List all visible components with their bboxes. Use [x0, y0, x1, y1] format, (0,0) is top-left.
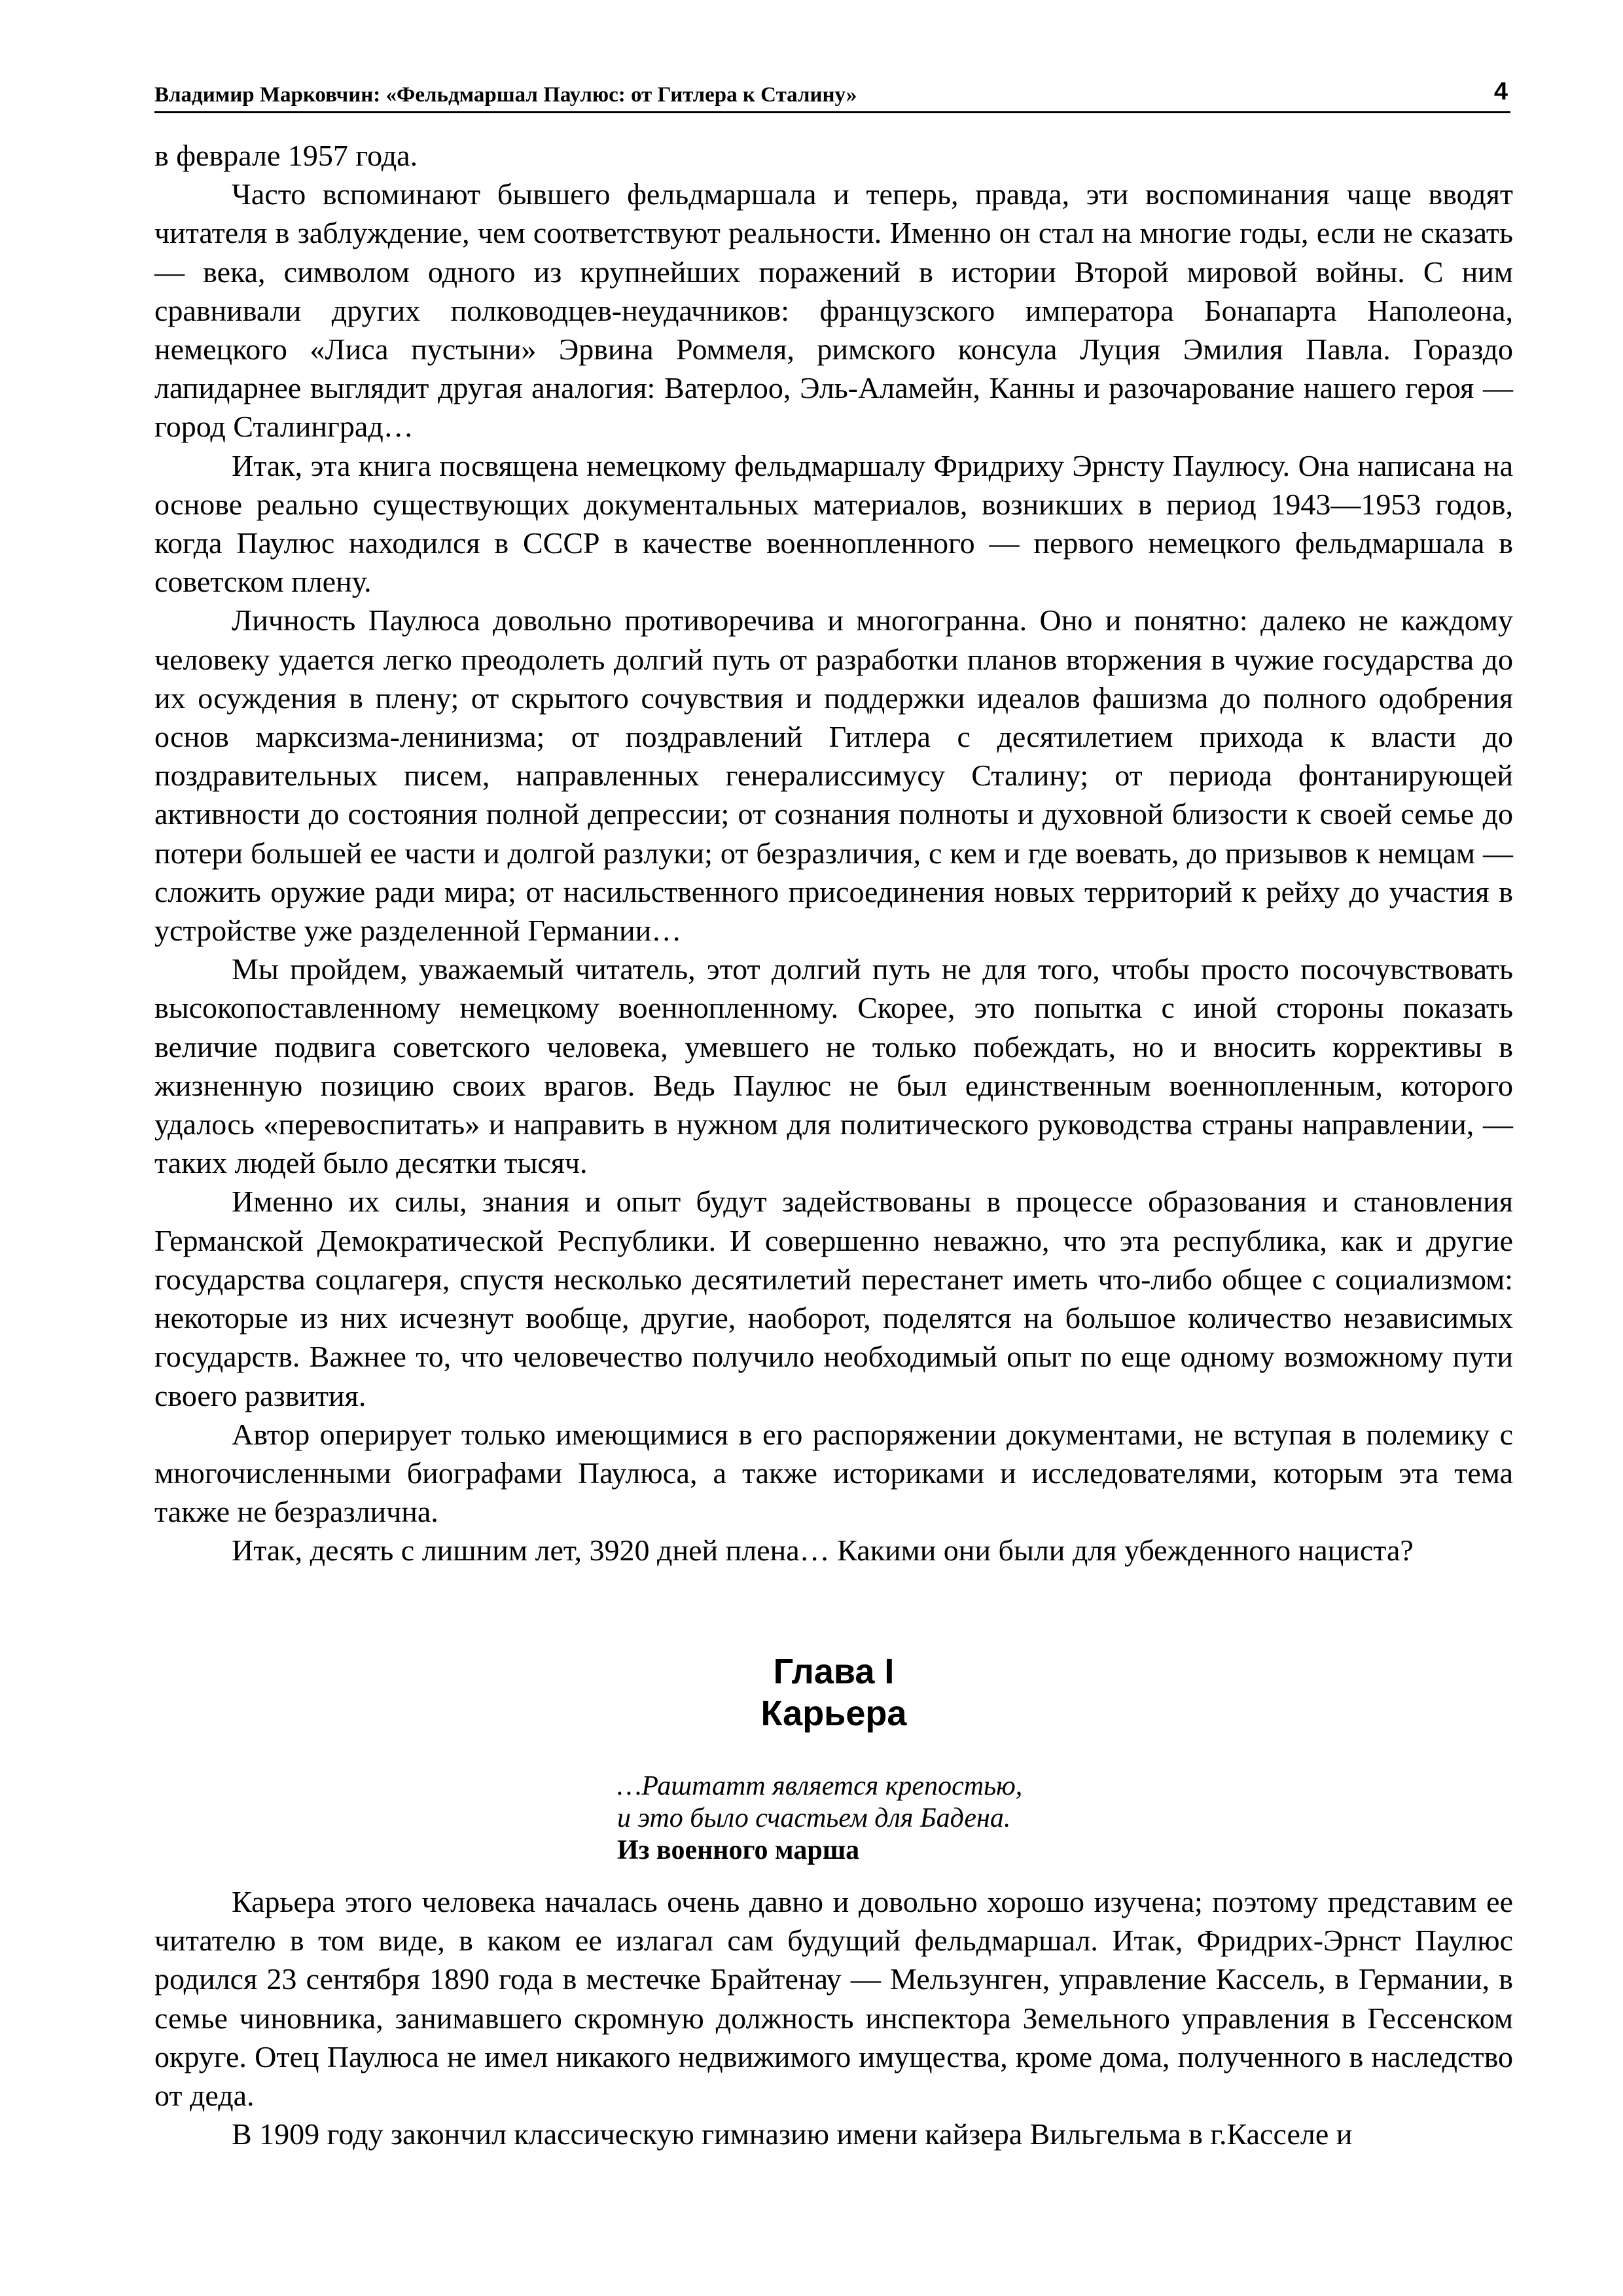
- paragraph: Мы пройдем, уважаемый читатель, этот долгий путь не для того, чтобы просто посочувствовать высокопоставленному немецкому военнопленному. Скорее, это попытка с иной стороны показать величие подвига советского человека, умевшего не только побеждать, но и вносить коррективы в жизненную позицию своих врагов. Ведь Паулюс не был единственным военнопленным, которого удалось «перевоспитать» и направить в нужном для политического руководства страны направлении, — таких людей было десятки тысяч.: [154, 952, 1513, 1180]
- paragraph: В 1909 году закончил классическую гимназию имени кайзера Вильгельма в г.Касселе и: [232, 2117, 1353, 2151]
- paragraph: Именно их силы, знания и опыт будут задействованы в процессе образования и становления Германской Демократической Республики. И совершенно неважно, что эта республика, как и другие государства соцлагеря, спустя несколько десятилетий перестанет иметь что-либо общее с социализмом: некоторые из них исчезнут вообще, другие, наоборот, поделятся на большое количество независимых государств. Важнее то, что человечество получило необходимый опыт по еще одному возможному пути своего развития.: [154, 1185, 1513, 1412]
- paragraph: Карьера этого человека началась очень давно и довольно хорошо изучена; поэтому представим ее читателю в том виде, в каком ее излагал сам будущий фельдмаршал. Итак, Фридрих-Эрнст Паулюс родился 23 сентября 1890 года в местечке Брайтенау — Мельзунген, управление Кассель, в Германии, в семье чиновника, занимавшего скромную должность инспектора Земельного управления в Гессенском округе. Отец Паулюса не имел никакого недвижимого имущества, кроме дома, полученного в наследство от деда.: [154, 1885, 1513, 2113]
- paragraph: Итак, десять с лишним лет, 3920 дней плена… Какими они были для убежденного нациста?: [232, 1534, 1414, 1568]
- epigraph-line: и это было счастьем для Бадена.: [617, 1803, 1011, 1833]
- paragraph: Часто вспоминают бывшего фельдмаршала и теперь, правда, эти воспоминания чаще вводят читателя в заблуждение, чем соответствуют реальности. Именно он стал на многие годы, если не сказать — века, символом одного из крупнейших поражений в истории Второй мировой войны. С ним сравнивали других полководцев-неудачников: французского императора Бонапарта Наполеона, немецкого «Лиса пустыни» Эрвина Роммеля, римского консула Луция Эмилия Павла. Гораздо лапидарнее выглядит другая аналогия: Ватерлоо, Эль-Аламейн, Канны и разочарование нашего героя — город Сталинград…: [154, 177, 1513, 444]
- intro-text: [154, 136, 1513, 1570]
- chapter-text: [154, 1882, 1513, 2153]
- epigraph-source: Из военного марша: [617, 1835, 860, 1865]
- epigraph: [617, 1770, 1022, 1867]
- paragraph: Автор оперирует только имеющимися в его распоряжении документами, не вступая в полемику с многочисленными биографами Паулюса, а также историками и исследователями, которым эта тема также не безразлична.: [154, 1417, 1513, 1529]
- running-header: [154, 73, 1510, 113]
- header-title: Владимир Марковчин: «Фельдмаршал Паулюс: от Гитлера к Сталину»: [154, 83, 857, 107]
- epigraph-line: …Раштатт является крепостью,: [617, 1771, 1023, 1801]
- page-number: 4: [1493, 78, 1508, 105]
- chapter-title: Карьера: [760, 1694, 907, 1733]
- chapter-heading: [154, 1651, 1513, 1734]
- paragraph: Личность Паулюса довольно противоречива и многогранна. Оно и понятно: далеко не каждому человеку удается легко преодолеть долгий путь от разработки планов вторжения в чужие государства до их осуждения в плену; от скрытого сочувствия и поддержки идеалов фашизма до полного одобрения основ марксизма-ленинизма; от поздравлений Гитлера с десятилетием прихода к власти до поздравительных писем, направленных генералиссимусу Сталину; от периода фонтанирующей активности до состояния полной депрессии; от сознания полноты и духовной близости к своей семье до потери большей ее части и долгой разлуки; от безразличия, с кем и где воевать, до призывов к немцам — сложить оружие ради мира; от насильственного присоединения новых территорий к рейху до участия в устройстве уже разделенной Германии…: [154, 603, 1513, 948]
- chapter-number: Глава I: [773, 1652, 895, 1691]
- paragraph: в феврале 1957 года.: [154, 139, 418, 172]
- paragraph: Итак, эта книга посвящена немецкому фельдмаршалу Фридриху Эрнсту Паулюсу. Она написана на основе реально существующих документальных материалов, возникших в период 1943—1953 годов, когда Паулюс находился в СССР в качестве военнопленного — первого немецкого фельдмаршала в советском плену.: [154, 448, 1513, 599]
